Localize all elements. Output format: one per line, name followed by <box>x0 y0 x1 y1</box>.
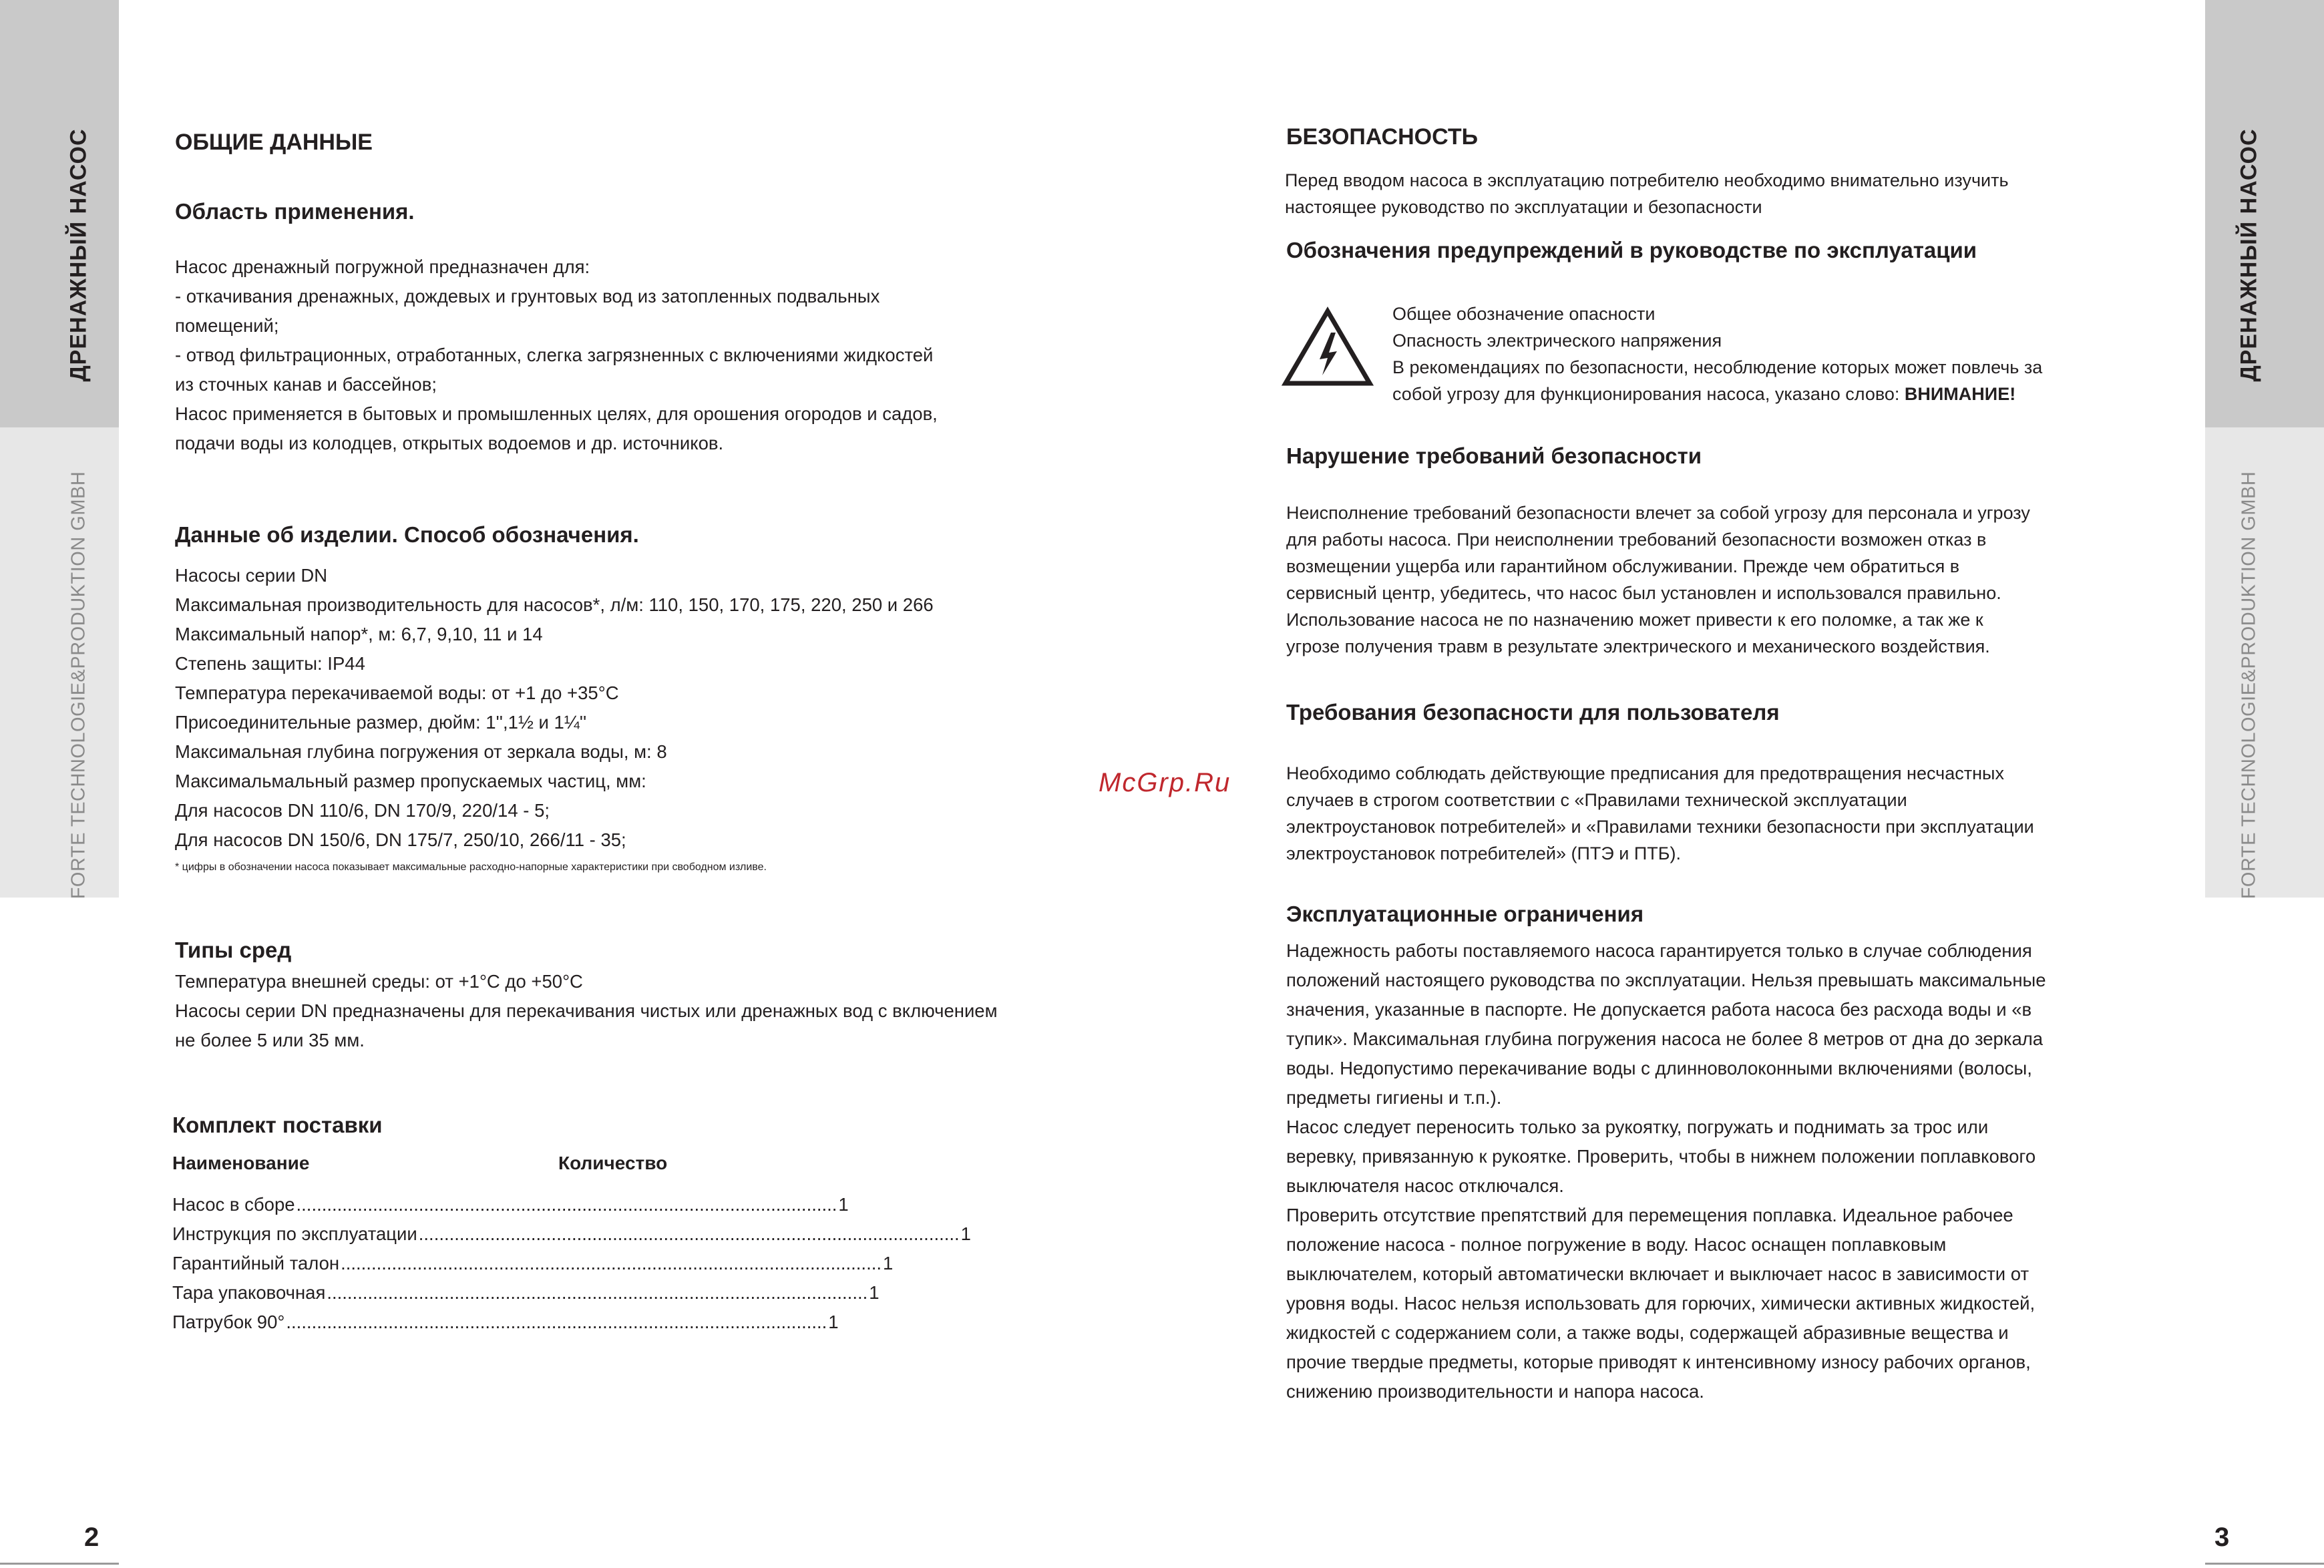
text-line: случаев в строгом соответствии с «Правилами технической эксплуатации <box>1286 790 1907 810</box>
text-line: Для насосов DN 110/6, DN 170/9, 220/14 - 5; <box>175 800 550 821</box>
limits-title: Эксплуатационные ограничения <box>1286 902 1644 926</box>
text-line: В рекомендациях по безопасности, несоблюдение которых может повлечь за <box>1392 357 2043 377</box>
text-line: положений настоящего руководства по эксплуатации. Нельзя превышать максимальные <box>1286 970 2046 990</box>
table-row <box>172 1308 839 1337</box>
product-title: Данные об изделии. Способ обозначения. <box>175 522 639 547</box>
table-row <box>172 1278 880 1308</box>
kit-col-qty: Количество <box>558 1153 668 1173</box>
product-section <box>175 522 934 873</box>
text-line: Максимальная глубина погружения от зеркала воды, м: 8 <box>175 741 667 762</box>
table-row <box>172 1190 849 1219</box>
safety-intro <box>1285 167 2009 220</box>
text-line: для работы насоса. При неисполнении требований безопасности возможен отказ в <box>1286 530 1987 550</box>
user-req-section <box>1286 700 2034 867</box>
kit-item-name: Тара упаковочная <box>172 1282 326 1303</box>
violation-section <box>1286 443 2030 660</box>
kit-item-qty: 1 <box>869 1282 880 1303</box>
dot-leader: .......................................................................................................... <box>327 1282 868 1303</box>
text-line: воды. Недопустимо перекачивание воды с длинноволоконными включениями (волосы, <box>1286 1058 2032 1079</box>
dot-leader: .......................................................................................................... <box>296 1194 837 1215</box>
sidebar-title: ДРЕНАЖНЫЙ НАСОС <box>65 128 91 382</box>
text-line: Общее обозначение опасности <box>1392 304 1656 324</box>
sidebar-company: FORTE TECHNOLOGIE&PRODUKTION GMBH <box>67 471 89 900</box>
safety-heading <box>1286 124 1478 150</box>
warning-keyword: ВНИМАНИЕ! <box>1904 384 2016 404</box>
text-line: Проверить отсутствие препятствий для перемещения поплавка. Идеальное рабочее <box>1286 1205 2013 1225</box>
text-line: Температура внешней среды: от +1°С до +50°С <box>175 971 583 992</box>
kit-item-name: Инструкция по эксплуатации <box>172 1223 417 1244</box>
kit-table <box>172 1190 971 1337</box>
hazard-sign <box>1282 307 1373 391</box>
text-line: не более 5 или 35 мм. <box>175 1030 365 1050</box>
media-section <box>175 938 998 1055</box>
kit-item-name: Насос в сборе <box>172 1194 295 1215</box>
text-line: Максимальный напор*, м: 6,7, 9,10, 11 и 14 <box>175 624 543 644</box>
sidebar-company: FORTE TECHNOLOGIE&PRODUKTION GMBH <box>2238 471 2260 900</box>
warnings-section <box>1286 238 1977 263</box>
text-line: выключателя насос отключался. <box>1286 1175 1564 1196</box>
text-line: Неисполнение требований безопасности влечет за собой угрозу для персонала и угрозу <box>1286 503 2030 523</box>
text-line: предметы гигиены и т.п.). <box>1286 1087 1502 1108</box>
general-heading <box>175 130 373 156</box>
text-line: подачи воды из колодцев, открытых водоемов и др. источников. <box>175 433 724 453</box>
user-req-title: Требования безопасности для пользователя <box>1286 700 1780 725</box>
text-line: Максимальмальный размер пропускаемых частиц, мм: <box>175 771 646 791</box>
text-line: Перед вводом насоса в эксплуатацию потребителю необходимо внимательно изучить <box>1285 170 2009 190</box>
text-line: электроустановок потребителей» и «Правилами техники безопасности при эксплуатации <box>1286 817 2034 837</box>
sidebar-left-top <box>0 0 119 427</box>
text-line: Насос применяется в бытовых и промышленных целях, для орошения огородов и садов, <box>175 403 938 424</box>
kit-table-header <box>172 1153 680 1187</box>
violation-title: Нарушение требований безопасности <box>1286 443 1702 468</box>
kit-item-qty: 1 <box>828 1312 839 1332</box>
text-line: тупик». Максимальная глубина погружения насоса не более 8 метров от дна до зеркала <box>1286 1028 2044 1049</box>
text-line: уровня воды. Насос нельзя использовать для горючих, химически активных жидкостей, <box>1286 1293 2036 1314</box>
text-line: настоящее руководство по эксплуатации и безопасности <box>1285 197 1762 217</box>
sidebar-title: ДРЕНАЖНЫЙ НАСОС <box>2236 128 2262 382</box>
text-line: Для насосов DN 150/6, DN 175/7, 250/10, 266/11 - 35; <box>175 829 626 850</box>
text-line: Насосы серии DN предназначены для перекачивания чистых или дренажных вод с включением <box>175 1000 998 1021</box>
text-line: Насос следует переносить только за рукоятку, погружать и поднимать за трос или <box>1286 1117 1989 1137</box>
text-line: жидкостей с содержанием соли, а также воды, содержащей абразивные вещества и <box>1286 1322 2009 1343</box>
text-line: значения, указанные в паспорте. Не допускается работа насоса без расхода воды и «в <box>1286 999 2032 1020</box>
table-row <box>172 1219 971 1249</box>
text-line: помещений; <box>175 315 279 336</box>
page-line-left <box>0 1563 119 1565</box>
high-voltage-icon <box>1282 307 1373 387</box>
watermark[interactable]: McGrp.Ru <box>1099 768 1231 797</box>
page-line-right <box>2205 1563 2324 1565</box>
table-row <box>172 1249 894 1278</box>
general-heading-text: ОБЩИЕ ДАННЫЕ <box>175 130 373 155</box>
text-line: Насосы серии DN <box>175 565 328 586</box>
text-line <box>1392 381 2042 407</box>
text-line: Необходимо соблюдать действующие предписания для предотвращения несчастных <box>1286 763 2004 783</box>
text-line: возмещении ущерба или гарантийном обслуживании. Прежде чем обратиться в <box>1286 556 1960 576</box>
text-line: сервисный центр, убедитесь, что насос был установлен и использовался правильно. <box>1286 583 2001 603</box>
text-line: Температура перекачиваемой воды: от +1 до +35°С <box>175 682 619 703</box>
kit-item-qty: 1 <box>838 1194 849 1215</box>
kit-item-qty: 1 <box>883 1253 894 1273</box>
text-line: Степень защиты: IP44 <box>175 653 365 674</box>
text-line: положение насоса - полное погружение в воду. Насос оснащен поплавковым <box>1286 1234 1947 1255</box>
text-line: прочие твердые предметы, которые приводят к интенсивному износу рабочих органов, <box>1286 1352 2031 1372</box>
text-line: угрозе получения травм в результате электрического и механического воздействия. <box>1286 636 1990 656</box>
kit-col-name: Наименование <box>172 1153 310 1173</box>
kit-item-name: Патрубок 90° <box>172 1312 285 1332</box>
kit-title: Комплект поставки <box>172 1113 383 1137</box>
text-line: - откачивания дренажных, дождевых и грунтовых вод из затопленных подвальных <box>175 286 880 307</box>
safety-heading-text: БЕЗОПАСНОСТЬ <box>1286 124 1479 150</box>
text-line: Надежность работы поставляемого насоса гарантируется только в случае соблюдения <box>1286 940 2032 961</box>
text-line: Присоединительные размер, дюйм: 1'',1½ и 1¼'' <box>175 712 587 733</box>
application-title: Область применения. <box>175 199 415 224</box>
text-line: снижению производительности и напора насоса. <box>1286 1381 1704 1402</box>
text-line: Опасность электрического напряжения <box>1392 331 1722 351</box>
text-line: электроустановок потребителей» (ПТЭ и ПТБ). <box>1286 843 1681 863</box>
sidebar-left-bottom <box>0 427 119 898</box>
sidebar-right-top <box>2205 0 2324 427</box>
footnote: * цифры в обозначении насоса показывает максимальные расходно-напорные характеристики при свободном изливе. <box>175 861 767 873</box>
dot-leader: .......................................................................................................... <box>286 1312 827 1332</box>
text-line: выключателем, который автоматически включает и выключает насос в зависимости от <box>1286 1263 2029 1284</box>
text-line: веревку, привязанную к рукоятке. Проверить, чтобы в нижнем положении поплавкового <box>1286 1146 2036 1167</box>
kit-item-qty: 1 <box>960 1223 971 1244</box>
page-number-left: 2 <box>84 1523 100 1552</box>
media-title: Типы сред <box>175 938 292 962</box>
text-line: Использование насоса не по назначению может привести к его поломке, а так же к <box>1286 610 1983 630</box>
sidebar-right-bottom <box>2205 427 2324 898</box>
warnings-text <box>1392 301 2042 407</box>
text-line: Максимальная производительность для насосов*, л/м: 110, 150, 170, 175, 220, 250 и 266 <box>175 594 934 615</box>
limits-section <box>1286 902 2046 1406</box>
warnings-title: Обозначения предупреждений в руководстве по эксплуатации <box>1286 238 1977 262</box>
page-number-right: 3 <box>2214 1523 2230 1552</box>
application-section <box>175 199 938 458</box>
text-line: Насос дренажный погружной предназначен для: <box>175 256 590 277</box>
dot-leader: .......................................................................................................... <box>341 1253 882 1273</box>
dot-leader: .......................................................................................................... <box>418 1223 960 1244</box>
text-line: - отвод фильтрационных, отработанных, слегка загрязненных с включениями жидкостей <box>175 345 934 365</box>
text-line: из сточных канав и бассейнов; <box>175 374 437 395</box>
warning-line-text: собой угрозу для функционирования насоса, указано слово: <box>1392 384 1905 404</box>
kit-item-name: Гарантийный талон <box>172 1253 340 1273</box>
kit-section <box>172 1113 971 1337</box>
